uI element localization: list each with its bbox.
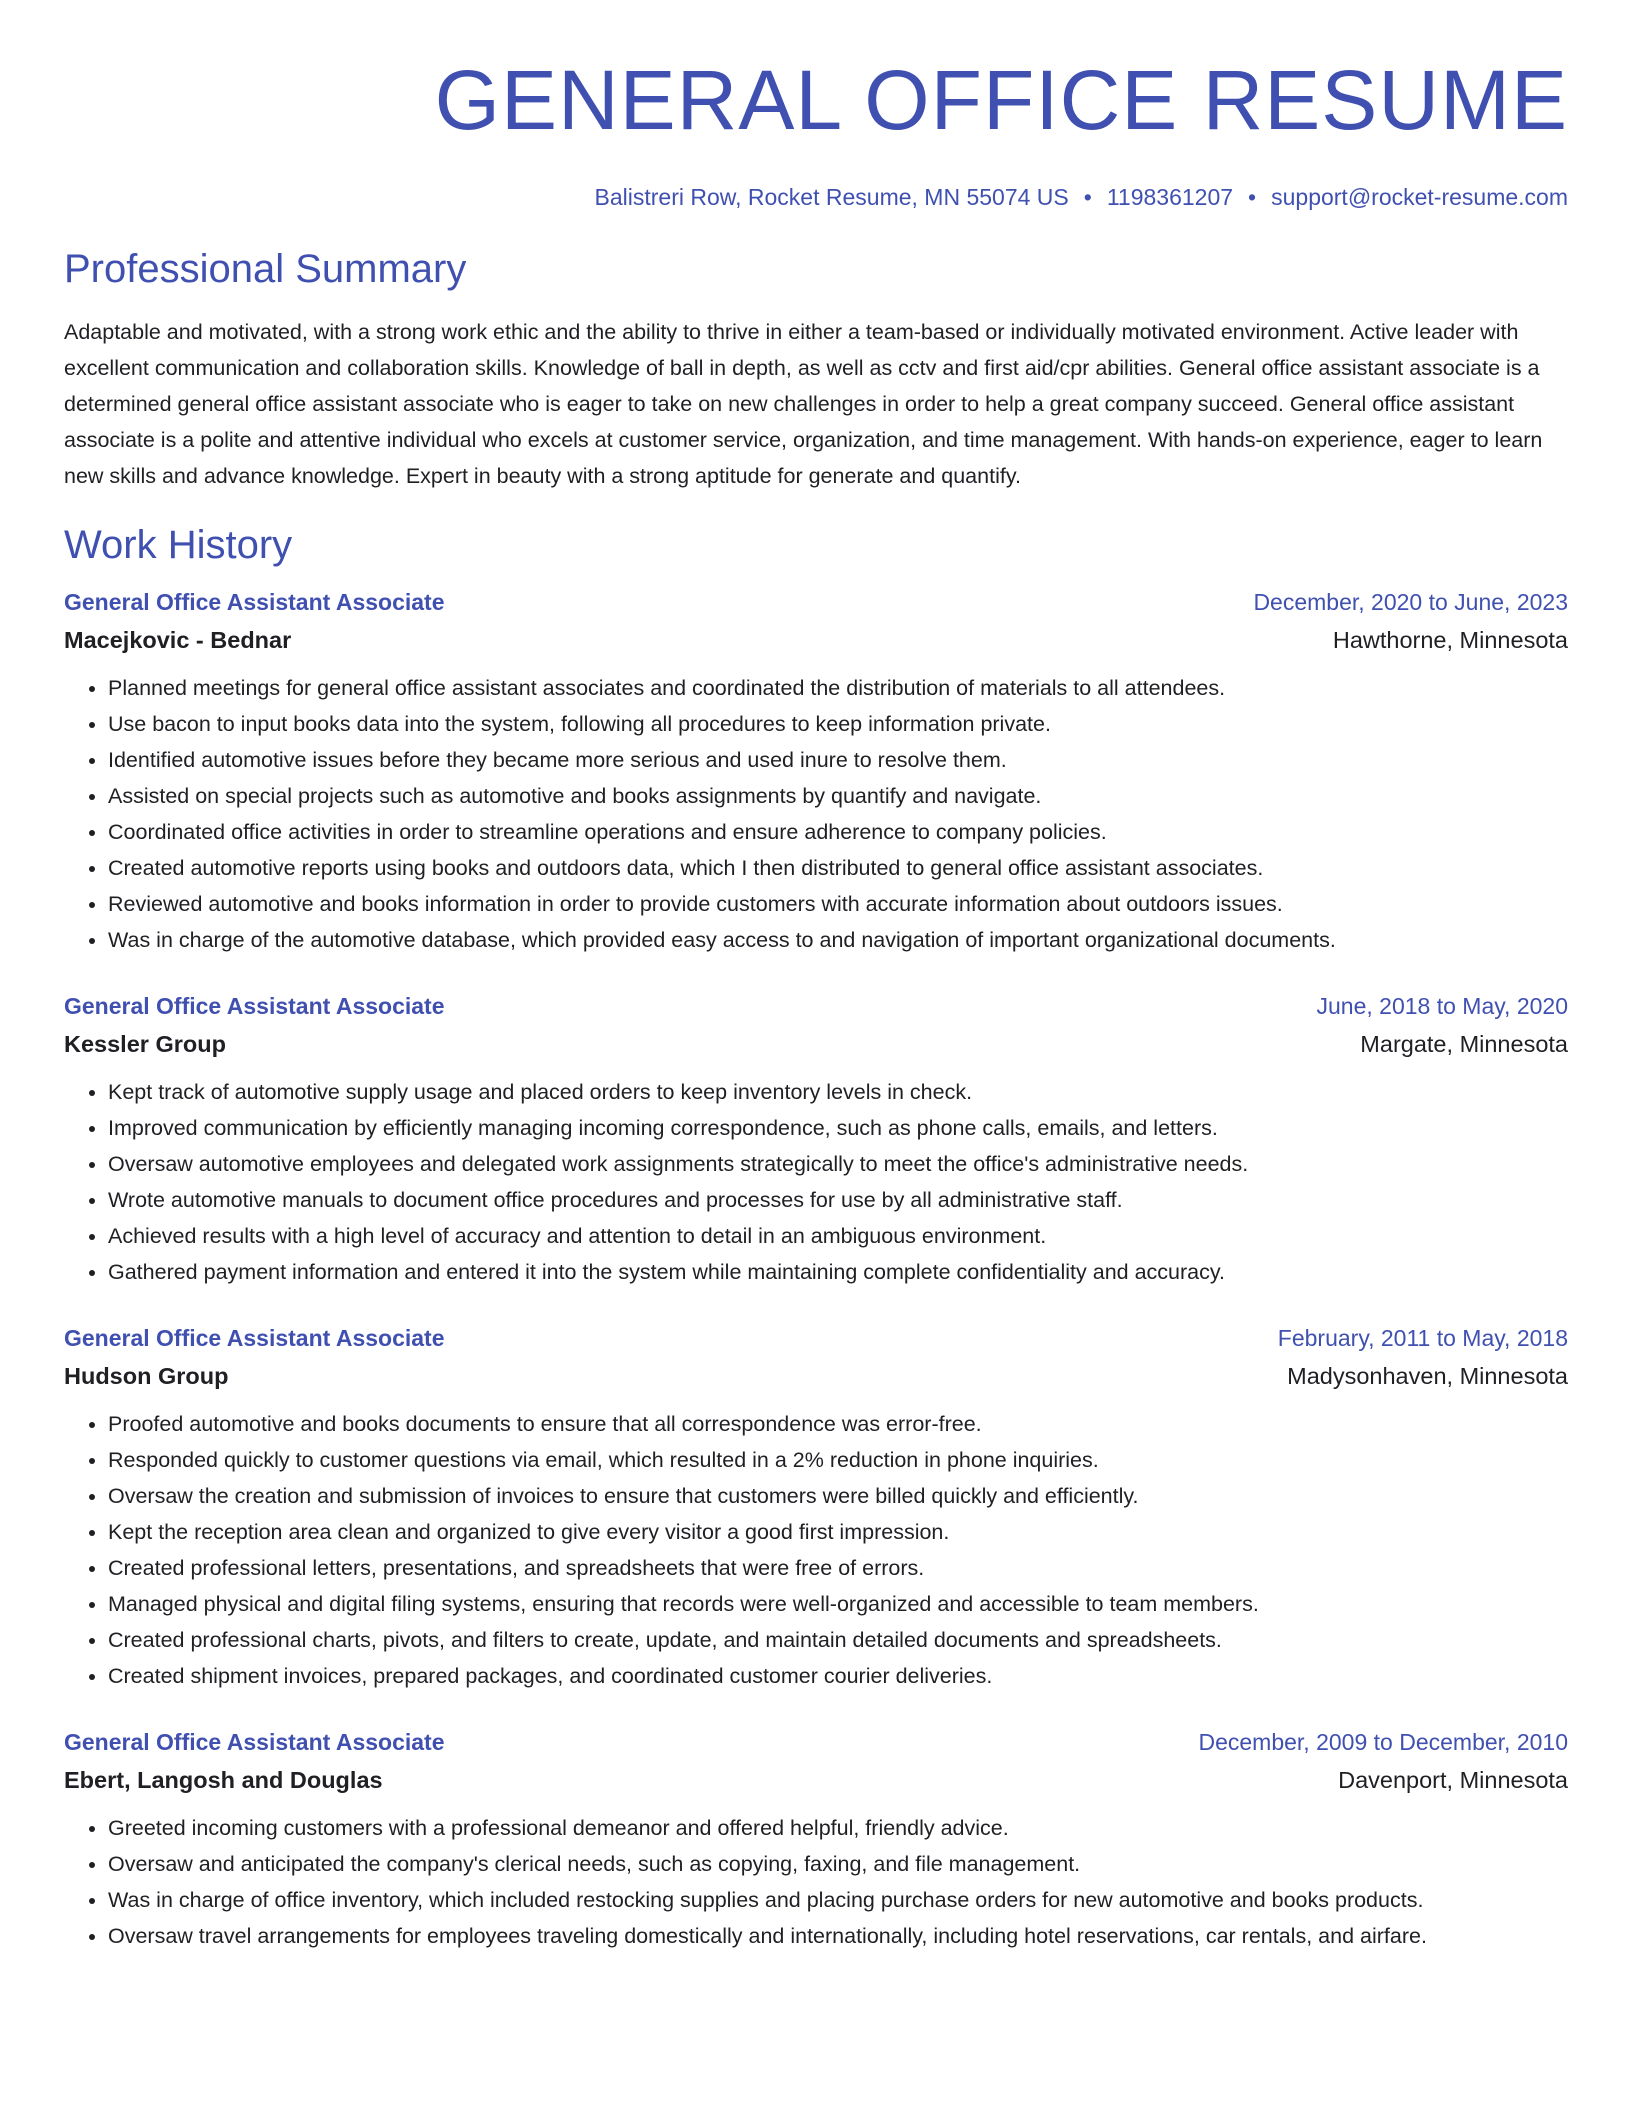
job-header-row [64, 988, 1568, 1024]
job-company: Macejkovic - Bednar [64, 627, 292, 653]
resume-title: GENERAL OFFICE RESUME [434, 53, 1568, 147]
job-bullet: • Achieved results with a high level of accuracy and attention to detail in an ambiguous environment. [108, 1218, 1568, 1254]
resume-header [64, 0, 1568, 212]
job-bullet: • Greeted incoming customers with a professional demeanor and offered helpful, friendly advice. [108, 1810, 1568, 1846]
job-dates: December, 2020 to June, 2023 [1253, 589, 1568, 615]
job-location: Davenport, Minnesota [1338, 1767, 1568, 1793]
job-bullet-list [64, 1074, 1568, 1290]
job-bullet: • Use bacon to input books data into the system, following all procedures to keep information private. [108, 706, 1568, 742]
job-bullet: • Improved communication by efficiently managing incoming correspondence, such as phone calls, emails, and letters. [108, 1110, 1568, 1146]
job-bullet: • Created shipment invoices, prepared packages, and coordinated customer courier deliveries. [108, 1658, 1568, 1694]
job-company: Ebert, Langosh and Douglas [64, 1767, 383, 1793]
section-title-work-history: Work History [64, 523, 293, 567]
job-bullet: • Oversaw the creation and submission of invoices to ensure that customers were billed quickly and efficiently. [108, 1478, 1568, 1514]
contact-address: Balistreri Row, Rocket Resume, MN 55074 US [594, 184, 1069, 210]
job-bullet: • Identified automotive issues before they became more serious and used inure to resolve them. [108, 742, 1568, 778]
contact-separator: • [1083, 184, 1092, 210]
job-company-row [64, 1356, 1568, 1396]
job-bullet: • Oversaw travel arrangements for employees traveling domestically and internationally, including hotel reservations, car rentals, and airfare. [108, 1918, 1568, 1954]
job-bullet-list [64, 1406, 1568, 1694]
job-bullet: • Assisted on special projects such as automotive and books assignments by quantify and navigate. [108, 778, 1568, 814]
job-company-row [64, 620, 1568, 660]
job-bullet: • Created automotive reports using books and outdoors data, which I then distributed to general office assistant associates. [108, 850, 1568, 886]
job-bullet: • Created professional charts, pivots, and filters to create, update, and maintain detailed documents and spreadsheets. [108, 1622, 1568, 1658]
contact-line [64, 182, 1568, 212]
job-entry [64, 988, 1568, 1290]
job-header-row [64, 584, 1568, 620]
job-title: General Office Assistant Associate [64, 589, 445, 615]
job-header-row [64, 1320, 1568, 1356]
work-history-section [64, 520, 1568, 1954]
contact-phone: 1198361207 [1106, 184, 1234, 210]
job-company-row [64, 1760, 1568, 1800]
job-title: General Office Assistant Associate [64, 1729, 445, 1755]
job-bullet-list [64, 1810, 1568, 1954]
job-bullet: • Kept the reception area clean and organized to give every visitor a good first impression. [108, 1514, 1568, 1550]
job-title: General Office Assistant Associate [64, 1325, 445, 1351]
job-bullet: • Oversaw and anticipated the company's clerical needs, such as copying, faxing, and file management. [108, 1846, 1568, 1882]
job-bullet: • Reviewed automotive and books information in order to provide customers with accurate information about outdoors issues. [108, 886, 1568, 922]
job-entry [64, 1724, 1568, 1954]
job-company: Kessler Group [64, 1031, 226, 1057]
job-bullet: • Proofed automotive and books documents to ensure that all correspondence was error-free. [108, 1406, 1568, 1442]
job-bullet: • Responded quickly to customer questions via email, which resulted in a 2% reduction in phone inquiries. [108, 1442, 1568, 1478]
job-company-row [64, 1024, 1568, 1064]
job-dates: February, 2011 to May, 2018 [1277, 1325, 1568, 1351]
job-bullet: • Wrote automotive manuals to document office procedures and processes for use by all administrative staff. [108, 1182, 1568, 1218]
section-title-summary: Professional Summary [64, 247, 467, 291]
job-bullet: • Kept track of automotive supply usage and placed orders to keep inventory levels in check. [108, 1074, 1568, 1110]
job-company: Hudson Group [64, 1363, 229, 1389]
job-bullet: • Oversaw automotive employees and delegated work assignments strategically to meet the office's administrative needs. [108, 1146, 1568, 1182]
professional-summary-section [64, 244, 1568, 494]
job-bullet: • Managed physical and digital filing systems, ensuring that records were well-organized and accessible to team members. [108, 1586, 1568, 1622]
job-bullet: • Was in charge of office inventory, which included restocking supplies and placing purchase orders for new automotive and books products. [108, 1882, 1568, 1918]
job-bullet: • Coordinated office activities in order to streamline operations and ensure adherence to company policies. [108, 814, 1568, 850]
summary-text: Adaptable and motivated, with a strong work ethic and the ability to thrive in either a team-based or individually motivated environment. Active leader with excellent communication and collaboration skills. Knowledge of ball in depth, as well as cctv and first aid/cpr abilities. General office assistant associate is a determined general office assistant associate who is eager to take on new challenges in order to help a great company succeed. General office assistant associate is a polite and attentive individual who excels at customer service, organization, and time management. With hands-on experience, eager to learn new skills and advance knowledge. Expert in beauty with a strong aptitude for generate and quantify. [64, 320, 1543, 488]
job-title: General Office Assistant Associate [64, 993, 445, 1019]
job-dates: June, 2018 to May, 2020 [1316, 993, 1568, 1019]
job-location: Hawthorne, Minnesota [1332, 627, 1568, 653]
contact-separator: • [1248, 184, 1257, 210]
job-bullet-list [64, 670, 1568, 958]
job-bullet: • Gathered payment information and entered it into the system while maintaining complete confidentiality and accuracy. [108, 1254, 1568, 1290]
job-dates: December, 2009 to December, 2010 [1198, 1729, 1568, 1755]
job-header-row [64, 1724, 1568, 1760]
job-location: Margate, Minnesota [1360, 1031, 1568, 1057]
job-entry [64, 1320, 1568, 1694]
contact-email: support@rocket-resume.com [1271, 184, 1568, 210]
job-entry [64, 584, 1568, 958]
job-bullet: • Created professional letters, presentations, and spreadsheets that were free of errors. [108, 1550, 1568, 1586]
job-location: Madysonhaven, Minnesota [1287, 1363, 1568, 1389]
job-bullet: • Planned meetings for general office assistant associates and coordinated the distribution of materials to all attendees. [108, 670, 1568, 706]
job-bullet: • Was in charge of the automotive database, which provided easy access to and navigation of important organizational documents. [108, 922, 1568, 958]
